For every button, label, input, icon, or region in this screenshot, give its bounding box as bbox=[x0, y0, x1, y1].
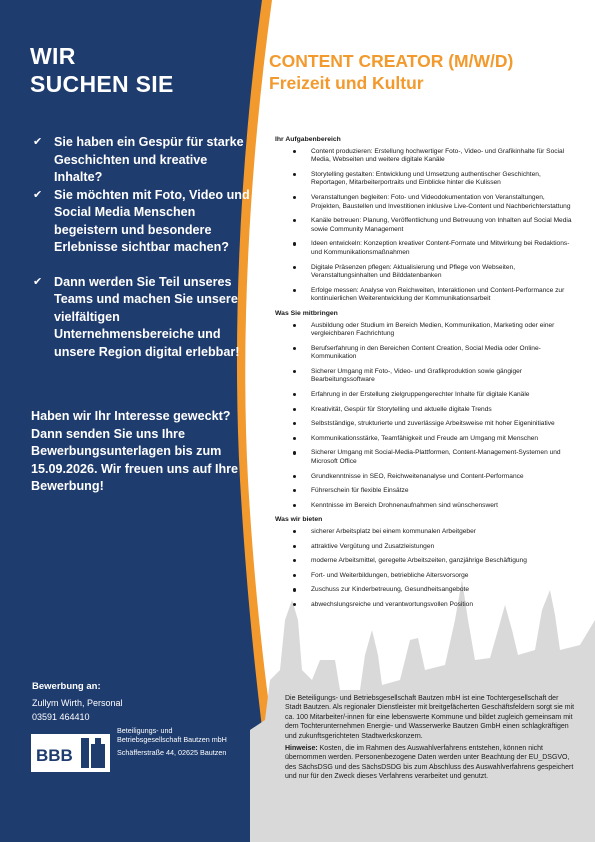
list-item-text: Digitale Präsenzen pflegen: Aktualisierung und Pflege von Webseiten, Veranstaltungsinhalten und Bilddatenbanken bbox=[311, 263, 516, 280]
interest-body: Dann senden Sie uns Ihre Bewerbungsunterlagen bis zum 15.09.2026. Wir freuen uns auf Ihre Bewerbung! bbox=[31, 426, 239, 493]
contact-name: Zullym Wirth, Personal bbox=[32, 698, 123, 708]
list-item bbox=[275, 406, 575, 415]
contact-phone: 03591 464410 bbox=[32, 712, 90, 722]
list-item-text: Kommunikationsstärke, Teamfähigkeit und Freude am Umgang mit Menschen bbox=[311, 434, 539, 442]
checkmark-icon: ✔ bbox=[33, 188, 43, 201]
apply-header: Bewerbung an: bbox=[32, 681, 101, 692]
interest-block bbox=[31, 408, 259, 496]
checkmark-icon: ✔ bbox=[33, 275, 43, 288]
company-logo bbox=[31, 734, 110, 772]
job-subtitle: Freizeit und Kultur bbox=[269, 73, 424, 93]
list-item bbox=[275, 601, 575, 610]
list-item bbox=[275, 572, 575, 581]
notice-label: Hinweise: bbox=[285, 745, 318, 753]
bullet-icon bbox=[293, 545, 296, 548]
list-item bbox=[275, 528, 575, 537]
list-item bbox=[275, 264, 575, 281]
bullet-icon bbox=[293, 196, 296, 199]
list-item-text: Sicherer Umgang mit Social-Media-Plattformen, Content-Management-Systemen und Microsoft Office bbox=[311, 449, 561, 466]
bullet-icon bbox=[293, 530, 296, 533]
bullet-icon bbox=[293, 504, 296, 507]
list-item bbox=[275, 586, 575, 595]
bullet-icon bbox=[293, 559, 296, 562]
list-item-text: Selbstständige, strukturierte und zuverlässige Arbeitsweise mit hoher Eigeninitiative bbox=[311, 420, 555, 428]
notice bbox=[285, 744, 575, 782]
bullet-icon bbox=[293, 347, 296, 350]
list-item-text: Ausbildung oder Studium im Bereich Medien, Kommunikation, Marketing oder einer vergleichbaren Fachrichtung bbox=[311, 321, 555, 338]
bullet-icon bbox=[293, 588, 296, 591]
list-item-text: Berufserfahrung in den Bereichen Content Creation, Social Media oder Online-Kommunikation bbox=[311, 344, 541, 361]
list-item bbox=[275, 543, 575, 552]
list-item-text: Kanäle betreuen: Planung, Veröffentlichung und Betreuung von Inhalten auf Social Media sowie Community Management bbox=[311, 217, 572, 233]
section-list bbox=[275, 528, 575, 610]
list-item bbox=[275, 345, 575, 362]
list-item-text: Erfolge messen: Analyse von Reichweiten, Interaktionen und Content-Performance zur kontinuierlichen Weiterentwicklung der Kommunikationsarbeit bbox=[311, 286, 565, 303]
section-heading: Was wir bieten bbox=[275, 516, 323, 524]
list-item bbox=[275, 420, 575, 429]
check-item bbox=[33, 274, 258, 362]
headline-line-1: WIR bbox=[30, 43, 76, 69]
list-item bbox=[275, 322, 575, 339]
bullet-icon bbox=[293, 408, 296, 411]
bullet-icon bbox=[293, 370, 296, 373]
notice-text: Kosten, die im Rahmen des Auswahlverfahrens entstehen, können nicht übernommen werden. Personenbezogene Daten werden unter Beachtung der EU_DSGVO, des SächsDSG und des SächsDSDG bis zum Abschluss des Auswahlverfahrens gespeichert und nur für den Zweck dieses Verfahrens verarbeitet und genutzt. bbox=[285, 745, 574, 781]
check-item-text: Sie haben ein Gespür für starke Geschichten und kreative Inhalte? bbox=[54, 135, 244, 184]
bullet-icon bbox=[293, 324, 296, 327]
company-info bbox=[117, 726, 237, 757]
bullet-icon bbox=[293, 603, 296, 606]
svg-text:BBB: BBB bbox=[36, 746, 73, 765]
bullet-icon bbox=[293, 150, 296, 153]
check-item-text: Dann werden Sie Teil unseres Teams und machen Sie unsere vielfältigen Unternehmensbereiche und unsere Region digital erlebbar! bbox=[54, 274, 240, 359]
section-list bbox=[275, 148, 575, 304]
list-item-text: sicherer Arbeitsplatz bei einem kommunalen Arbeitgeber bbox=[311, 528, 476, 535]
list-item bbox=[275, 487, 575, 496]
company-name: Beteiligungs- und Betriebsgesellschaft Bautzen mbH bbox=[117, 726, 227, 744]
list-item bbox=[275, 391, 575, 400]
list-item bbox=[275, 449, 575, 466]
bullet-icon bbox=[293, 422, 296, 425]
list-item-text: Storytelling gestalten: Entwicklung und Umsetzung authentischer Geschichten, Reportagen, Mitarbeiterportraits und Einblicke hinter die Kulissen bbox=[311, 170, 541, 187]
list-item-text: Ideen entwickeln: Konzeption kreativer Content-Formate und Mitwirkung bei Redaktions- und Kommunikationsmaßnahmen bbox=[311, 240, 570, 256]
section-list bbox=[275, 322, 575, 511]
list-item-text: moderne Arbeitsmittel, geregelte Arbeitszeiten, ganzjährige Beschäftigung bbox=[311, 557, 527, 565]
list-item bbox=[275, 473, 575, 482]
list-item-text: Grundkenntnisse in SEO, Reichweitenanalyse und Content-Performance bbox=[311, 472, 524, 480]
list-item bbox=[275, 287, 575, 304]
list-item-text: abwechslungsreiche und verantwortungsvollen Position bbox=[311, 600, 474, 608]
bullet-icon bbox=[293, 574, 296, 577]
company-note bbox=[285, 694, 575, 785]
company-description: Die Beteiligungs- und Betriebsgesellschaft Bautzen mbH ist eine Tochtergesellschaft der Stadt Bautzen. Als regionaler Dienstleister mit breitgefächerten Geschäftsfeldern sorgt sie mit ca. 100 Mitarbeiter/-innen für eine lebenswerte Kommune und bildet zugleich gemeinsam mit dem Tochterunternehmen Energie- und Wasserwerke Bautzen GmbH einen schlagkräftigen und zukunftsgerichteten Stadtwerkskonzern. bbox=[285, 695, 575, 740]
list-item bbox=[275, 502, 575, 511]
list-item bbox=[275, 148, 575, 165]
list-item-text: Sicherer Umgang mit Foto-, Video- und Grafikproduktion sowie gängiger Bearbeitungssoftware bbox=[311, 367, 522, 384]
bullet-icon bbox=[293, 437, 296, 440]
bullet-icon bbox=[293, 393, 296, 396]
headline bbox=[30, 42, 174, 98]
headline-line-2: SUCHEN SIE bbox=[30, 71, 174, 97]
list-item bbox=[275, 194, 575, 211]
company-address: Schäfferstraße 44, 02625 Bautzen bbox=[117, 748, 227, 757]
section-heading: Ihr Aufgabenbereich bbox=[275, 136, 341, 143]
job-description bbox=[275, 136, 575, 616]
bullet-icon bbox=[293, 219, 296, 222]
job-title: CONTENT CREATOR (M/W/D) bbox=[269, 51, 514, 71]
bullet-icon bbox=[293, 266, 296, 269]
bullet-icon bbox=[293, 475, 296, 478]
question-list bbox=[33, 134, 258, 361]
bullet-icon bbox=[293, 451, 296, 454]
list-item bbox=[275, 240, 575, 257]
check-item-text: Sie möchten mit Foto, Video und Social Media Menschen begeistern und besondere Erlebnisse sichtbar machen? bbox=[54, 187, 250, 254]
list-item bbox=[275, 557, 575, 566]
list-item-text: Führerschein für flexible Einsätze bbox=[311, 487, 409, 495]
bullet-icon bbox=[293, 489, 296, 492]
bullet-icon bbox=[293, 242, 296, 245]
list-item-text: Erfahrung in der Erstellung zielgruppengerechter Inhalte für digitale Kanäle bbox=[311, 391, 530, 399]
job-title-block bbox=[269, 50, 513, 94]
bullet-icon bbox=[293, 173, 296, 176]
list-item-text: attraktive Vergütung und Zusatzleistungen bbox=[311, 542, 435, 550]
bullet-icon bbox=[293, 289, 296, 292]
list-item-text: Fort- und Weiterbildungen, betriebliche Altersvorsorge bbox=[311, 571, 469, 579]
interest-question: Haben wir Ihr Interesse geweckt? bbox=[31, 409, 231, 423]
list-item-text: Zuschuss zur Kinderbetreuung, Gesundheitsangebote bbox=[311, 586, 469, 594]
checkmark-icon: ✔ bbox=[33, 136, 43, 148]
check-item bbox=[33, 187, 258, 257]
list-item-text: Content produzieren: Erstellung hochwertiger Foto-, Video- und Grafikinhalte für Social Media, Webseiten und weitere digitale Kanäle bbox=[311, 147, 565, 164]
application-contact bbox=[32, 680, 123, 724]
list-item bbox=[275, 368, 575, 385]
list-item bbox=[275, 171, 575, 188]
list-item-text: Kenntnisse im Bereich Drohnenaufnahmen sind wünschenswert bbox=[311, 501, 498, 509]
list-item bbox=[275, 217, 575, 234]
list-item-text: Veranstaltungen begleiten: Foto- und Videodokumentation von Veranstaltungen, Projekten, Baustellen und Investitionen inklusive Live-Content und Nachberichterstattung bbox=[311, 193, 571, 210]
section-heading: Was Sie mitbringen bbox=[275, 309, 338, 317]
check-item bbox=[33, 134, 258, 187]
list-item-text: Kreativität, Gespür für Storytelling und aktuelle digitale Trends bbox=[311, 405, 492, 413]
list-item bbox=[275, 435, 575, 444]
